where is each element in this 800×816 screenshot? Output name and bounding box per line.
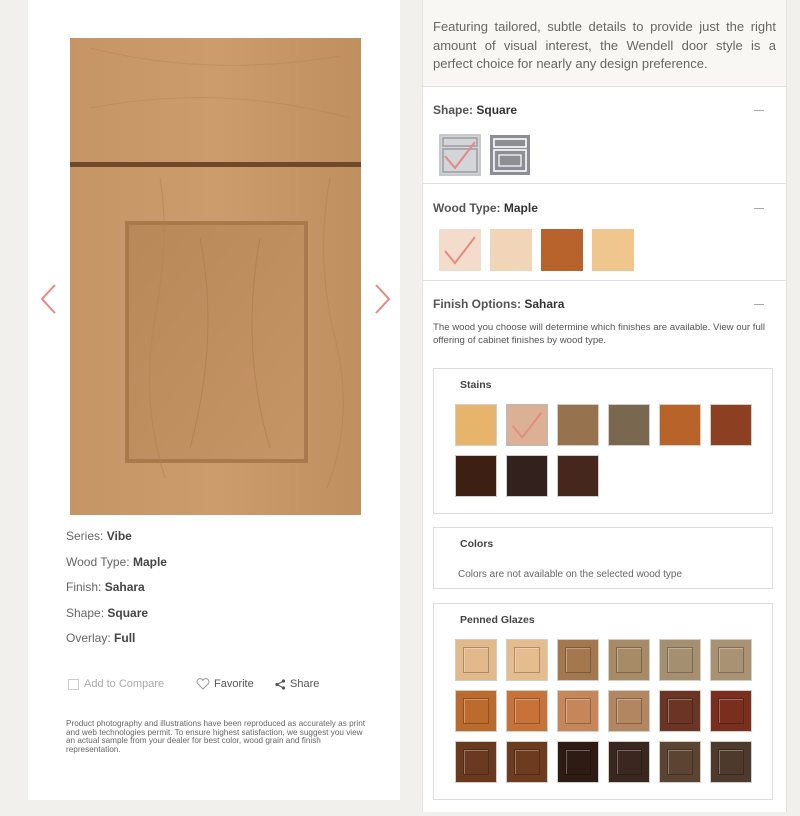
- product-preview-panel: [28, 0, 400, 800]
- stain-swatch[interactable]: [455, 455, 497, 497]
- shape-square-icon: [439, 134, 481, 176]
- favorite-button[interactable]: Favorite: [196, 676, 254, 692]
- door-image: [70, 38, 361, 515]
- divider: [423, 183, 786, 184]
- glaze-swatch[interactable]: [557, 639, 599, 681]
- wood-swatch[interactable]: [439, 229, 481, 271]
- glaze-swatch[interactable]: [455, 741, 497, 783]
- product-actions: [66, 676, 366, 694]
- spec-overlay: Overlay: Full: [66, 631, 136, 645]
- stain-swatch[interactable]: [608, 404, 650, 446]
- wood-swatch[interactable]: [490, 229, 532, 271]
- shape-slab-icon: [489, 134, 531, 176]
- stains-box: [433, 368, 773, 514]
- penned-glazes-box: [433, 603, 773, 800]
- penned-glazes-title: Penned Glazes: [460, 614, 535, 626]
- glaze-swatch[interactable]: [557, 690, 599, 732]
- stain-swatch[interactable]: [506, 455, 548, 497]
- next-arrow-icon[interactable]: [370, 282, 394, 316]
- heart-icon: [196, 678, 210, 690]
- glaze-swatch[interactable]: [557, 741, 599, 783]
- glaze-swatch[interactable]: [710, 741, 752, 783]
- glaze-swatch[interactable]: [659, 690, 701, 732]
- stain-swatch[interactable]: [506, 404, 548, 446]
- collapse-finish-icon[interactable]: [754, 304, 764, 305]
- colors-box: [433, 527, 773, 589]
- colors-title: Colors: [460, 538, 494, 550]
- glaze-swatch[interactable]: [455, 690, 497, 732]
- wood-type-section-title: Wood Type: Maple: [433, 201, 538, 215]
- divider: [423, 86, 786, 87]
- shape-square-option[interactable]: [439, 134, 481, 176]
- glaze-swatch[interactable]: [608, 690, 650, 732]
- style-intro-text: Featuring tailored, subtle details to provide just the right amount of visual interest, the Wendell door style is a perfect choice for nearly any design preference.: [423, 0, 786, 86]
- stain-swatch[interactable]: [455, 404, 497, 446]
- stain-swatch[interactable]: [659, 404, 701, 446]
- finish-description: The wood you choose will determine which finishes are available. View our full offering of cabinet finishes by wood type.: [433, 322, 766, 347]
- shape-section-title: Shape: Square: [433, 103, 518, 117]
- previous-arrow-icon[interactable]: [37, 282, 61, 316]
- spec-wood-type: Wood Type: Maple: [66, 554, 167, 569]
- wood-swatch[interactable]: [592, 229, 634, 271]
- colors-note: Colors are not available on the selected wood type: [458, 569, 683, 580]
- product-specs: [66, 526, 167, 654]
- disclaimer-text: Product photography and illustrations have been reproduced as accurately as print and web technologies permit. To ensure highest satisfaction, we suggest you view an actual sample from your dealer for best color, wood grain and finish representation.: [66, 719, 366, 754]
- spec-finish: Finish: Sahara: [66, 580, 145, 594]
- shape-alt-option[interactable]: [489, 134, 531, 176]
- compare-checkbox[interactable]: [68, 679, 79, 690]
- share-icon: [275, 679, 286, 690]
- finish-section-title: Finish Options: Sahara: [433, 297, 565, 311]
- collapse-wood-icon[interactable]: [754, 208, 764, 209]
- add-to-compare[interactable]: Add to Compare: [68, 676, 164, 692]
- glaze-swatch[interactable]: [455, 639, 497, 681]
- glaze-swatch[interactable]: [710, 690, 752, 732]
- glaze-swatch[interactable]: [659, 741, 701, 783]
- stain-swatch[interactable]: [710, 404, 752, 446]
- spec-shape: Shape: Square: [66, 605, 149, 620]
- share-button[interactable]: Share: [275, 676, 319, 692]
- glaze-swatch[interactable]: [608, 639, 650, 681]
- stain-swatch[interactable]: [557, 455, 599, 497]
- glaze-swatch[interactable]: [506, 639, 548, 681]
- glaze-swatch[interactable]: [506, 741, 548, 783]
- wood-swatch[interactable]: [541, 229, 583, 271]
- stains-title: Stains: [460, 379, 492, 391]
- divider: [423, 280, 786, 281]
- glaze-swatch[interactable]: [710, 639, 752, 681]
- glaze-swatch[interactable]: [659, 639, 701, 681]
- collapse-shape-icon[interactable]: [754, 110, 764, 111]
- options-panel: [422, 0, 787, 812]
- spec-series: Series: Vibe: [66, 529, 132, 543]
- glaze-swatch[interactable]: [608, 741, 650, 783]
- glaze-swatch[interactable]: [506, 690, 548, 732]
- stain-swatch[interactable]: [557, 404, 599, 446]
